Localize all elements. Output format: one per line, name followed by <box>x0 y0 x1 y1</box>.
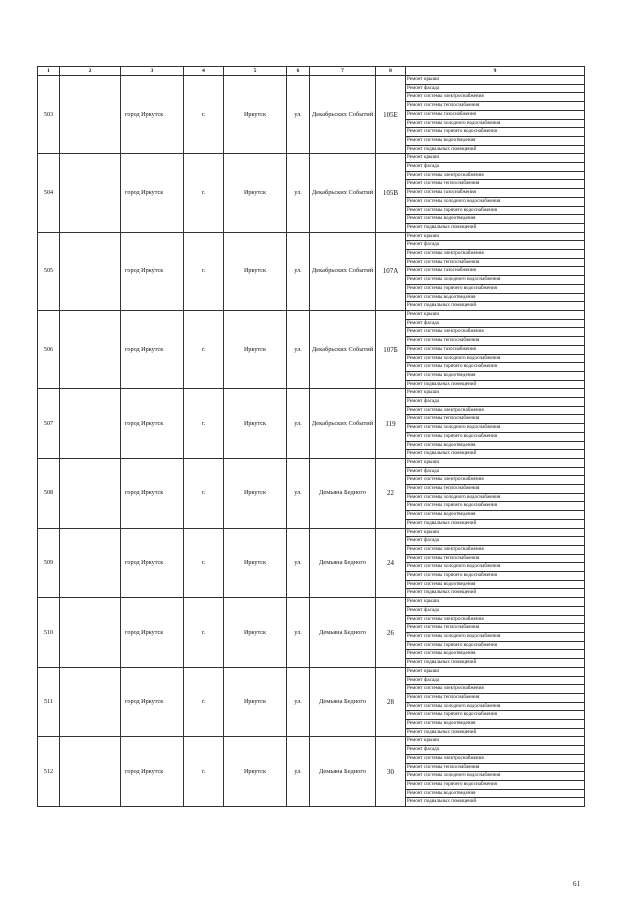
work-item: Ремонт системы газоснабжения <box>406 110 585 119</box>
work-item: Ремонт крыши <box>406 76 585 85</box>
empty-cell <box>60 598 121 668</box>
locality-name: Иркутск <box>224 528 287 598</box>
settlement-type: г. <box>184 667 224 737</box>
street-type: ул. <box>287 667 310 737</box>
table-header <box>38 67 585 76</box>
work-item: Ремонт системы теплоснабжения <box>406 554 585 563</box>
repair-works-table <box>37 66 585 807</box>
street-type: ул. <box>287 232 310 310</box>
column-header-1: 1 <box>38 67 60 76</box>
work-item: Ремонт подвальных помещений <box>406 798 585 807</box>
work-item: Ремонт системы холодного водоснабжения <box>406 702 585 711</box>
work-item: Ремонт системы газоснабжения <box>406 267 585 276</box>
work-item: Ремонт фасада <box>406 241 585 250</box>
work-item: Ремонт системы электроснабжения <box>406 93 585 102</box>
city-name: город Иркутск <box>121 310 184 388</box>
work-item: Ремонт системы горячего водоснабжения <box>406 780 585 789</box>
work-item: Ремонт системы водоотведения <box>406 215 585 224</box>
work-item: Ремонт системы водоотведения <box>406 789 585 798</box>
table-row <box>38 76 585 85</box>
empty-cell <box>60 232 121 310</box>
work-item: Ремонт крыши <box>406 310 585 319</box>
work-item: Ремонт системы холодного водоснабжения <box>406 119 585 128</box>
column-header-7: 7 <box>310 67 376 76</box>
house-number: 28 <box>376 667 406 737</box>
work-item: Ремонт системы горячего водоснабжения <box>406 572 585 581</box>
street-name: Демьяна Бедного <box>310 528 376 598</box>
house-number: 26 <box>376 598 406 668</box>
city-name: город Иркутск <box>121 737 184 807</box>
column-header-6: 6 <box>287 67 310 76</box>
column-header-3: 3 <box>121 67 184 76</box>
work-item: Ремонт подвальных помещений <box>406 519 585 528</box>
work-item: Ремонт системы горячего водоснабжения <box>406 128 585 137</box>
house-number: 24 <box>376 528 406 598</box>
house-number: 30 <box>376 737 406 807</box>
work-item: Ремонт фасада <box>406 319 585 328</box>
empty-cell <box>60 458 121 528</box>
work-item: Ремонт системы теплоснабжения <box>406 485 585 494</box>
work-item: Ремонт системы теплоснабжения <box>406 624 585 633</box>
work-item: Ремонт системы водоотведения <box>406 293 585 302</box>
city-name: город Иркутск <box>121 667 184 737</box>
work-item: Ремонт системы холодного водоснабжения <box>406 563 585 572</box>
work-item: Ремонт системы горячего водоснабжения <box>406 432 585 441</box>
table-body <box>38 76 585 807</box>
street-name: Декабрьских Событий <box>310 76 376 154</box>
house-number: 119 <box>376 389 406 459</box>
work-item: Ремонт системы водоотведения <box>406 136 585 145</box>
street-type: ул. <box>287 76 310 154</box>
empty-cell <box>60 310 121 388</box>
work-item: Ремонт подвальных помещений <box>406 223 585 232</box>
work-item: Ремонт системы водоотведения <box>406 720 585 729</box>
column-header-2: 2 <box>60 67 121 76</box>
house-number: 105В <box>376 154 406 232</box>
settlement-type: г. <box>184 528 224 598</box>
work-item: Ремонт крыши <box>406 528 585 537</box>
work-item: Ремонт подвальных помещений <box>406 302 585 311</box>
record-id: 510 <box>38 598 60 668</box>
city-name: город Иркутск <box>121 458 184 528</box>
settlement-type: г. <box>184 154 224 232</box>
house-number: 22 <box>376 458 406 528</box>
work-item: Ремонт фасада <box>406 467 585 476</box>
locality-name: Иркутск <box>224 154 287 232</box>
table-row <box>38 458 585 467</box>
work-item: Ремонт системы теплоснабжения <box>406 763 585 772</box>
work-item: Ремонт крыши <box>406 389 585 398</box>
work-item: Ремонт системы электроснабжения <box>406 754 585 763</box>
work-item: Ремонт крыши <box>406 598 585 607</box>
empty-cell <box>60 76 121 154</box>
table-row <box>38 598 585 607</box>
city-name: город Иркутск <box>121 154 184 232</box>
work-item: Ремонт подвальных помещений <box>406 728 585 737</box>
work-item: Ремонт фасада <box>406 163 585 172</box>
record-id: 511 <box>38 667 60 737</box>
work-item: Ремонт крыши <box>406 458 585 467</box>
table-row <box>38 232 585 241</box>
work-item: Ремонт системы горячего водоснабжения <box>406 711 585 720</box>
settlement-type: г. <box>184 598 224 668</box>
work-item: Ремонт системы газоснабжения <box>406 345 585 354</box>
work-item: Ремонт подвальных помещений <box>406 145 585 154</box>
work-item: Ремонт системы холодного водоснабжения <box>406 197 585 206</box>
work-item: Ремонт фасада <box>406 84 585 93</box>
work-item: Ремонт фасада <box>406 746 585 755</box>
work-item: Ремонт фасада <box>406 606 585 615</box>
work-item: Ремонт системы горячего водоснабжения <box>406 502 585 511</box>
city-name: город Иркутск <box>121 598 184 668</box>
street-type: ул. <box>287 154 310 232</box>
street-name: Демьяна Бедного <box>310 737 376 807</box>
street-type: ул. <box>287 737 310 807</box>
city-name: город Иркутск <box>121 232 184 310</box>
settlement-type: г. <box>184 458 224 528</box>
work-item: Ремонт системы теплоснабжения <box>406 337 585 346</box>
empty-cell <box>60 667 121 737</box>
locality-name: Иркутск <box>224 458 287 528</box>
street-name: Декабрьских Событий <box>310 389 376 459</box>
work-item: Ремонт системы теплоснабжения <box>406 258 585 267</box>
work-item: Ремонт фасада <box>406 398 585 407</box>
street-type: ул. <box>287 458 310 528</box>
work-item: Ремонт системы холодного водоснабжения <box>406 633 585 642</box>
work-item: Ремонт системы холодного водоснабжения <box>406 772 585 781</box>
work-item: Ремонт системы газоснабжения <box>406 189 585 198</box>
page-number: 61 <box>573 880 580 888</box>
city-name: город Иркутск <box>121 389 184 459</box>
locality-name: Иркутск <box>224 310 287 388</box>
work-item: Ремонт крыши <box>406 154 585 163</box>
record-id: 509 <box>38 528 60 598</box>
table-row <box>38 310 585 319</box>
locality-name: Иркутск <box>224 598 287 668</box>
work-item: Ремонт системы теплоснабжения <box>406 102 585 111</box>
city-name: город Иркутск <box>121 528 184 598</box>
work-item: Ремонт системы электроснабжения <box>406 250 585 259</box>
street-name: Демьяна Бедного <box>310 598 376 668</box>
record-id: 504 <box>38 154 60 232</box>
street-name: Декабрьских Событий <box>310 154 376 232</box>
work-item: Ремонт крыши <box>406 232 585 241</box>
column-header-8: 8 <box>376 67 406 76</box>
street-name: Демьяна Бедного <box>310 458 376 528</box>
record-id: 512 <box>38 737 60 807</box>
street-type: ул. <box>287 310 310 388</box>
work-item: Ремонт системы теплоснабжения <box>406 693 585 702</box>
work-item: Ремонт системы холодного водоснабжения <box>406 493 585 502</box>
locality-name: Иркутск <box>224 232 287 310</box>
work-item: Ремонт крыши <box>406 737 585 746</box>
table-row <box>38 154 585 163</box>
street-name: Декабрьских Событий <box>310 232 376 310</box>
work-item: Ремонт системы холодного водоснабжения <box>406 276 585 285</box>
work-item: Ремонт системы горячего водоснабжения <box>406 363 585 372</box>
settlement-type: г. <box>184 389 224 459</box>
header-row <box>38 67 585 76</box>
work-item: Ремонт подвальных помещений <box>406 450 585 459</box>
column-header-9: 9 <box>406 67 585 76</box>
work-item: Ремонт подвальных помещений <box>406 380 585 389</box>
work-item: Ремонт системы электроснабжения <box>406 545 585 554</box>
column-header-4: 4 <box>184 67 224 76</box>
empty-cell <box>60 154 121 232</box>
empty-cell <box>60 737 121 807</box>
locality-name: Иркутск <box>224 667 287 737</box>
empty-cell <box>60 389 121 459</box>
empty-cell <box>60 528 121 598</box>
column-header-5: 5 <box>224 67 287 76</box>
work-item: Ремонт системы электроснабжения <box>406 171 585 180</box>
work-item: Ремонт фасада <box>406 676 585 685</box>
table-row <box>38 389 585 398</box>
record-id: 503 <box>38 76 60 154</box>
work-item: Ремонт системы водоотведения <box>406 441 585 450</box>
record-id: 506 <box>38 310 60 388</box>
work-item: Ремонт системы теплоснабжения <box>406 180 585 189</box>
house-number: 107Б <box>376 310 406 388</box>
record-id: 505 <box>38 232 60 310</box>
house-number: 107А <box>376 232 406 310</box>
table-row <box>38 667 585 676</box>
work-item: Ремонт системы электроснабжения <box>406 328 585 337</box>
house-number: 105Е <box>376 76 406 154</box>
settlement-type: г. <box>184 737 224 807</box>
work-item: Ремонт системы холодного водоснабжения <box>406 354 585 363</box>
locality-name: Иркутск <box>224 389 287 459</box>
work-item: Ремонт системы горячего водоснабжения <box>406 206 585 215</box>
street-name: Демьяна Бедного <box>310 667 376 737</box>
work-item: Ремонт подвальных помещений <box>406 659 585 668</box>
table-row <box>38 528 585 537</box>
record-id: 508 <box>38 458 60 528</box>
settlement-type: г. <box>184 232 224 310</box>
work-item: Ремонт системы водоотведения <box>406 650 585 659</box>
work-item: Ремонт системы водоотведения <box>406 511 585 520</box>
work-item: Ремонт системы электроснабжения <box>406 685 585 694</box>
work-item: Ремонт системы электроснабжения <box>406 615 585 624</box>
record-id: 507 <box>38 389 60 459</box>
settlement-type: г. <box>184 76 224 154</box>
work-item: Ремонт системы горячего водоснабжения <box>406 284 585 293</box>
work-item: Ремонт системы водоотведения <box>406 371 585 380</box>
work-item: Ремонт системы холодного водоснабжения <box>406 424 585 433</box>
table-row <box>38 737 585 746</box>
city-name: город Иркутск <box>121 76 184 154</box>
street-name: Декабрьских Событий <box>310 310 376 388</box>
work-item: Ремонт системы теплоснабжения <box>406 415 585 424</box>
street-type: ул. <box>287 528 310 598</box>
work-item: Ремонт крыши <box>406 667 585 676</box>
street-type: ул. <box>287 389 310 459</box>
settlement-type: г. <box>184 310 224 388</box>
work-item: Ремонт фасада <box>406 537 585 546</box>
locality-name: Иркутск <box>224 76 287 154</box>
work-item: Ремонт системы электроснабжения <box>406 406 585 415</box>
work-item: Ремонт подвальных помещений <box>406 589 585 598</box>
work-item: Ремонт системы водоотведения <box>406 580 585 589</box>
work-item: Ремонт системы горячего водоснабжения <box>406 641 585 650</box>
locality-name: Иркутск <box>224 737 287 807</box>
street-type: ул. <box>287 598 310 668</box>
work-item: Ремонт системы электроснабжения <box>406 476 585 485</box>
